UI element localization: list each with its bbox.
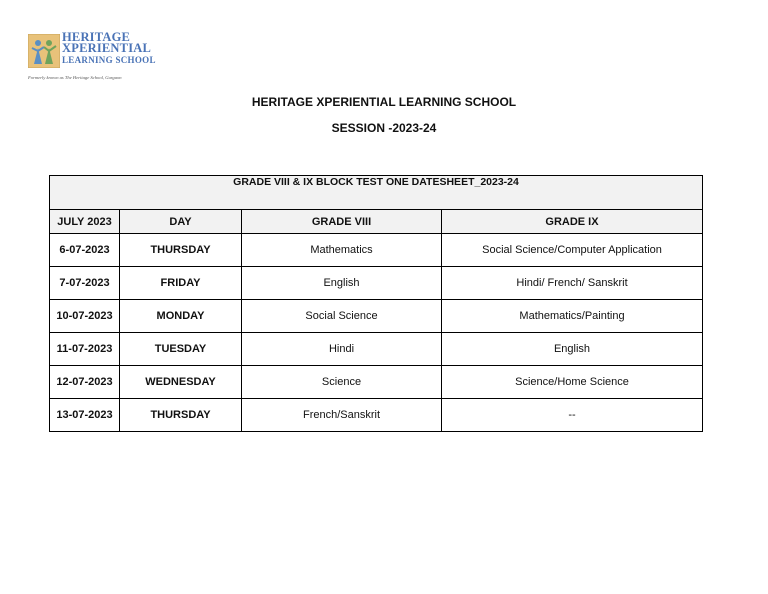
school-logo [28, 32, 163, 86]
table-row [50, 234, 703, 267]
column-header-grade-ix: GRADE IX [442, 210, 703, 234]
school-emblem-icon [28, 34, 60, 68]
logo-line-3: LEARNING SCHOOL [62, 55, 156, 65]
table-header-row [50, 210, 703, 234]
grade-viii-subject: Hindi [242, 333, 442, 366]
table-title: GRADE VIII & IX BLOCK TEST ONE DATESHEET_2023-24 [50, 176, 703, 210]
logo-line-1: HERITAGE [62, 30, 131, 44]
datesheet-table [49, 175, 703, 432]
grade-ix-subject: Social Science/Computer Application [442, 234, 703, 267]
logo-line-2: XPERIENTIAL [62, 41, 152, 55]
table-title-row [50, 176, 703, 210]
table-row [50, 267, 703, 300]
table-row [50, 399, 703, 432]
day-cell: TUESDAY [120, 333, 242, 366]
table-row [50, 300, 703, 333]
day-cell: WEDNESDAY [120, 366, 242, 399]
day-cell: FRIDAY [120, 267, 242, 300]
column-header-date: JULY 2023 [50, 210, 120, 234]
date-cell: 10-07-2023 [50, 300, 120, 333]
date-cell: 12-07-2023 [50, 366, 120, 399]
day-cell: THURSDAY [120, 234, 242, 267]
session-heading: SESSION -2023-24 [331, 121, 437, 135]
table-row [50, 333, 703, 366]
column-header-grade-viii: GRADE VIII [242, 210, 442, 234]
logo-tagline: Formerly known as The Heritage School, Gurgaon [28, 75, 122, 80]
date-cell: 13-07-2023 [50, 399, 120, 432]
day-cell: THURSDAY [120, 399, 242, 432]
day-cell: MONDAY [120, 300, 242, 333]
logo-wordmark [62, 32, 156, 66]
grade-ix-subject: Science/Home Science [442, 366, 703, 399]
grade-viii-subject: Science [242, 366, 442, 399]
grade-viii-subject: French/Sanskrit [242, 399, 442, 432]
grade-ix-subject: Hindi/ French/ Sanskrit [442, 267, 703, 300]
school-name-heading: HERITAGE XPERIENTIAL LEARNING SCHOOL [251, 95, 517, 109]
grade-ix-subject: -- [442, 399, 703, 432]
grade-ix-subject: English [442, 333, 703, 366]
date-cell: 11-07-2023 [50, 333, 120, 366]
grade-ix-subject: Mathematics/Painting [442, 300, 703, 333]
table-row [50, 366, 703, 399]
column-header-day: DAY [120, 210, 242, 234]
grade-viii-subject: Social Science [242, 300, 442, 333]
grade-viii-subject: Mathematics [242, 234, 442, 267]
date-cell: 7-07-2023 [50, 267, 120, 300]
grade-viii-subject: English [242, 267, 442, 300]
date-cell: 6-07-2023 [50, 234, 120, 267]
